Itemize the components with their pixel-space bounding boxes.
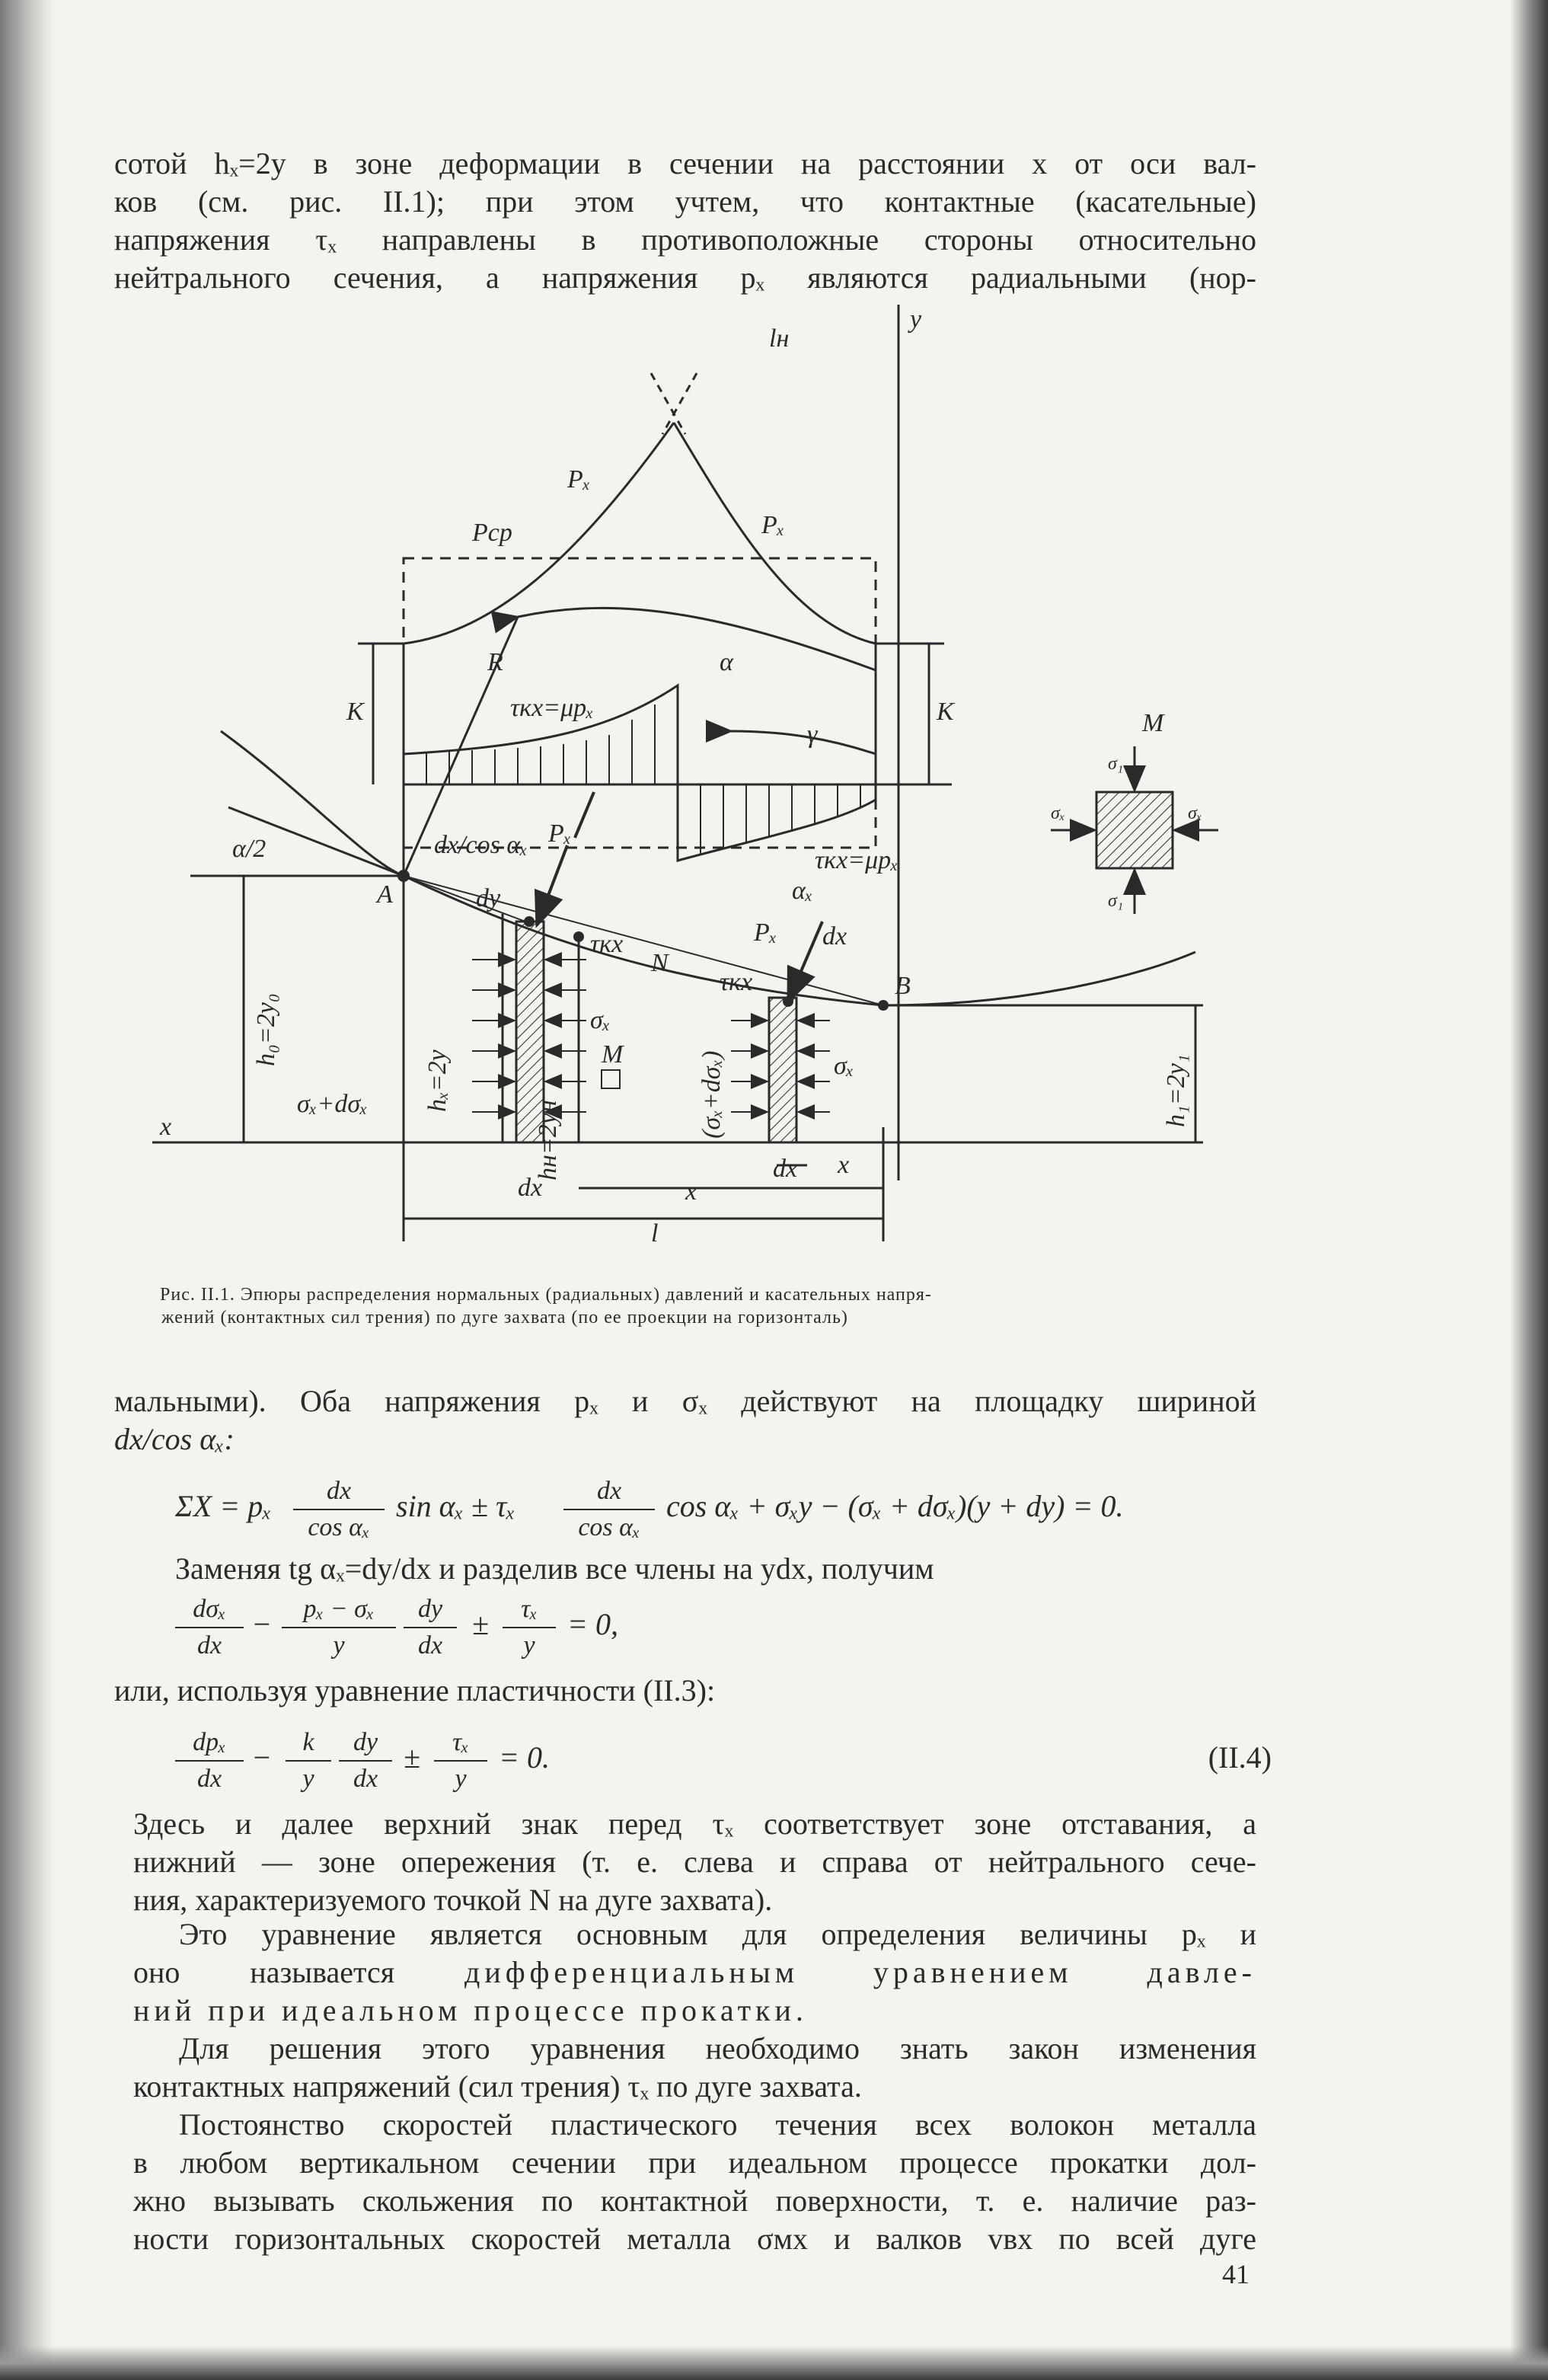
eq1-frac1	[293, 1474, 385, 1545]
label-dx-right: dx	[822, 922, 847, 950]
text-line: dx/cos αₓ:	[114, 1422, 235, 1456]
label-sigma-dsigma-left: σₓ+dσₓ	[297, 1090, 368, 1118]
label-sigma-dsigma-vert: (σₓ+dσₓ)	[697, 1050, 726, 1139]
eq1-frac2	[563, 1474, 655, 1545]
label-point-a: A	[377, 880, 393, 909]
px-force-right	[788, 922, 822, 1002]
label-alpha: α	[720, 648, 733, 676]
text-line: сотой hₓ=2y в зоне деформации в сечении на расстоянии x от оси вал-	[114, 146, 1256, 180]
eq3-frac4	[434, 1725, 487, 1797]
bottom-edge-shadow	[0, 2346, 1548, 2380]
label-sigma-x-right: σₓ	[834, 1052, 854, 1080]
equation-1	[175, 1474, 1272, 1557]
paragraph-8	[133, 2106, 1256, 2258]
text-line: ков (см. рис. II.1); при этом учтем, что контактные (касательные)	[114, 184, 1256, 219]
element-strip-right	[769, 998, 796, 1142]
label-m-box: M	[1142, 709, 1164, 737]
text-line: жно вызывать скольжения по контактной поверхности, т. е. наличие раз-	[133, 2184, 1256, 2218]
label-tau-right: τкx=μpₓ	[815, 846, 898, 874]
eq3-f4-den: y	[455, 1765, 467, 1793]
element-square	[602, 1070, 620, 1088]
top-paragraph	[114, 145, 1256, 297]
label-hn: hн=2yн	[534, 1100, 562, 1180]
label-x-bottom: x	[685, 1177, 697, 1206]
text-line	[133, 1954, 1256, 1992]
eq1-frac1-num: dx	[326, 1477, 352, 1505]
label-sigma-bottom: σ₁	[1108, 891, 1124, 911]
label-point-n: N	[651, 949, 669, 977]
eq1-lhs: ΣX = pₓ	[175, 1489, 272, 1523]
text-line: мальными). Оба напряжения pₓ и σₓ действуют на площадку шириной	[114, 1384, 1256, 1418]
text-line: нейтрального сечения, а напряжения pₓ являются радиальными (нор-	[114, 260, 1256, 295]
dx-cos-line	[404, 876, 525, 922]
eq2-frac4	[503, 1592, 556, 1663]
paragraph-2	[114, 1382, 1256, 1458]
paragraph-6	[133, 1915, 1256, 2030]
label-sigma-right: σₓ	[1188, 803, 1202, 823]
eq2-f1-num: dσₓ	[193, 1595, 226, 1623]
eq2-f3-den: dx	[417, 1631, 443, 1660]
eq3-f3-num: dy	[353, 1728, 378, 1756]
equation-3	[175, 1725, 1272, 1809]
eq3-f2-num: k	[302, 1728, 314, 1756]
pressure-curve-left	[404, 423, 674, 644]
label-x-axis: x	[160, 1113, 172, 1141]
text-line: напряжения τₓ направлены в противоположные стороны относительно	[114, 222, 1256, 257]
text-line: или, используя уравнение пластичности (II.3):	[114, 1673, 716, 1708]
eq1-mid: sin αₓ ± τₓ	[396, 1489, 515, 1523]
label-y-axis: y	[910, 305, 922, 334]
eq2-f1-den: dx	[196, 1631, 222, 1660]
label-dy: dy	[476, 884, 501, 912]
label-r: R	[487, 648, 503, 676]
eq3-op1: −	[251, 1740, 272, 1775]
label-l-bottom: l	[651, 1219, 659, 1248]
roll-arc	[221, 731, 1195, 1005]
eq2-op1: −	[251, 1607, 272, 1641]
emphasis-text: дифференциальным уравнением давле-	[464, 1955, 1256, 1989]
stress-element-box	[1096, 792, 1173, 868]
text-line: Заменяя tg αₓ=dy/dx и разделив все члены на ydx, получим	[175, 1551, 934, 1586]
eq2-frac1	[175, 1592, 244, 1663]
eq2-f4-den: y	[523, 1631, 535, 1660]
text-segment: оно называется	[133, 1955, 465, 1989]
eq1-frac2-den: cos αₓ	[578, 1513, 640, 1541]
eq3-f2-den: y	[302, 1765, 314, 1793]
paragraph-5	[133, 1805, 1256, 1919]
eq2-f2-num: pₓ − σₓ	[303, 1595, 375, 1623]
figure-rolling-diagram	[152, 305, 1218, 1264]
pcp-dashed-rect	[404, 558, 876, 848]
label-tau-kx-2: τкx	[720, 968, 753, 996]
eq3-end: = 0.	[499, 1740, 550, 1775]
label-sigma-top: σ₁	[1108, 754, 1124, 774]
label-gamma: γ	[807, 720, 818, 749]
eq3-f4-num: τₓ	[452, 1728, 469, 1756]
text-line: Здесь и далее верхний знак перед τₓ соответствует зоне отставания, а	[133, 1807, 1256, 1841]
label-sigma-left: σₓ	[1051, 803, 1065, 823]
label-sigma-x: σₓ	[590, 1006, 611, 1034]
eq1-frac1-den: cos αₓ	[308, 1513, 370, 1541]
eq1-frac2-num: dx	[596, 1477, 622, 1505]
eq3-frac3	[339, 1725, 392, 1797]
label-point-b: B	[895, 972, 911, 1000]
text-line: нижний — зоне опережения (т. е. слева и справа от нейтрального сече-	[133, 1845, 1256, 1879]
figure-caption	[160, 1283, 932, 1329]
label-l-n: lн	[769, 324, 790, 353]
eq2-f2-den: y	[333, 1631, 345, 1660]
paragraph-7	[133, 2030, 1256, 2106]
text-line: Это уравнение является основным для определения величины pₓ и	[179, 1917, 1256, 1951]
binding-shadow	[0, 0, 53, 2380]
page-number: 41	[1222, 2259, 1250, 2289]
label-tau-left: τкx=μpₓ	[510, 694, 594, 722]
text-line: контактных напряжений (сил трения) τₓ по дуге захвата.	[133, 2069, 862, 2104]
label-x-small: x	[838, 1151, 850, 1179]
label-k-left: K	[346, 698, 364, 726]
paragraph-3	[175, 1550, 1256, 1588]
label-hx: hₓ=2y	[423, 1049, 452, 1112]
label-px-3: Pₓ	[548, 819, 572, 848]
text-line: ния, характеризуемого точкой N на дуге захвата).	[133, 1883, 773, 1917]
paragraph-4	[114, 1672, 1256, 1710]
text-line: Для решения этого уравнения необходимо знать закон изменения	[179, 2031, 1256, 2065]
label-k-right: K	[937, 698, 954, 726]
eq2-f3-num: dy	[417, 1595, 443, 1623]
emphasis-text: ний при идеальном процессе прокатки.	[133, 1993, 808, 2027]
caption-line: Рис. II.1. Эпюры распределения нормальных (радиальных) давлений и касательных напря-	[160, 1285, 932, 1305]
eq2-frac2	[282, 1592, 396, 1663]
label-px-2: Pₓ	[761, 511, 785, 539]
label-pcp: Pср	[472, 519, 512, 547]
eq2-frac3	[404, 1592, 457, 1663]
label-alpha-half: α/2	[232, 835, 267, 863]
eq1-rhs: cos αₓ + σₓy − (σₓ + dσₓ)(y + dy) = 0.	[666, 1489, 1124, 1523]
tau-right-hatching	[701, 784, 860, 855]
equation-number: (II.4)	[1208, 1740, 1272, 1775]
label-dx-bottom-right: dx	[773, 1155, 798, 1183]
label-h1: h₁=2y₁	[1162, 1054, 1190, 1127]
gamma-arc	[731, 731, 876, 754]
eq3-frac2	[286, 1725, 331, 1797]
label-m-inner: M	[602, 1040, 624, 1069]
eq3-f1-den: dx	[196, 1765, 222, 1793]
px-force-upper	[575, 792, 594, 838]
label-alpha-x: αₓ	[792, 877, 813, 905]
label-dx-bottom-left: dx	[518, 1174, 543, 1202]
caption-line: жений (контактных сил трения) по дуге захвата (по ее проекции на горизонталь)	[161, 1308, 848, 1327]
equation-2	[175, 1592, 784, 1676]
label-tau-kx-1: τкx	[590, 930, 624, 958]
text-line: в любом вертикальном сечении при идеальном процессе прокатки дол-	[133, 2145, 1256, 2180]
label-px-1: Pₓ	[567, 465, 591, 494]
eq3-frac1	[175, 1725, 244, 1797]
text-line: ности горизонтальных скоростей металла σмх и валков vвх по всей дуге	[133, 2222, 1256, 2256]
eq2-op2: ±	[472, 1607, 489, 1641]
label-dx-cos: dx/cos αₓ	[434, 831, 528, 859]
eq2-f4-num: τₓ	[521, 1595, 538, 1623]
eq2-end: = 0,	[567, 1607, 618, 1641]
text-line: Постоянство скоростей пластического течения всех волокон металла	[179, 2107, 1256, 2142]
label-px-4: Pₓ	[754, 918, 777, 947]
label-h0: h₀=2y₀	[252, 993, 280, 1066]
page-edge-shadow	[1510, 0, 1548, 2380]
eq3-op2: ±	[404, 1740, 420, 1775]
eq3-f3-den: dx	[353, 1765, 378, 1793]
eq3-f1-num: dpₓ	[193, 1728, 226, 1756]
